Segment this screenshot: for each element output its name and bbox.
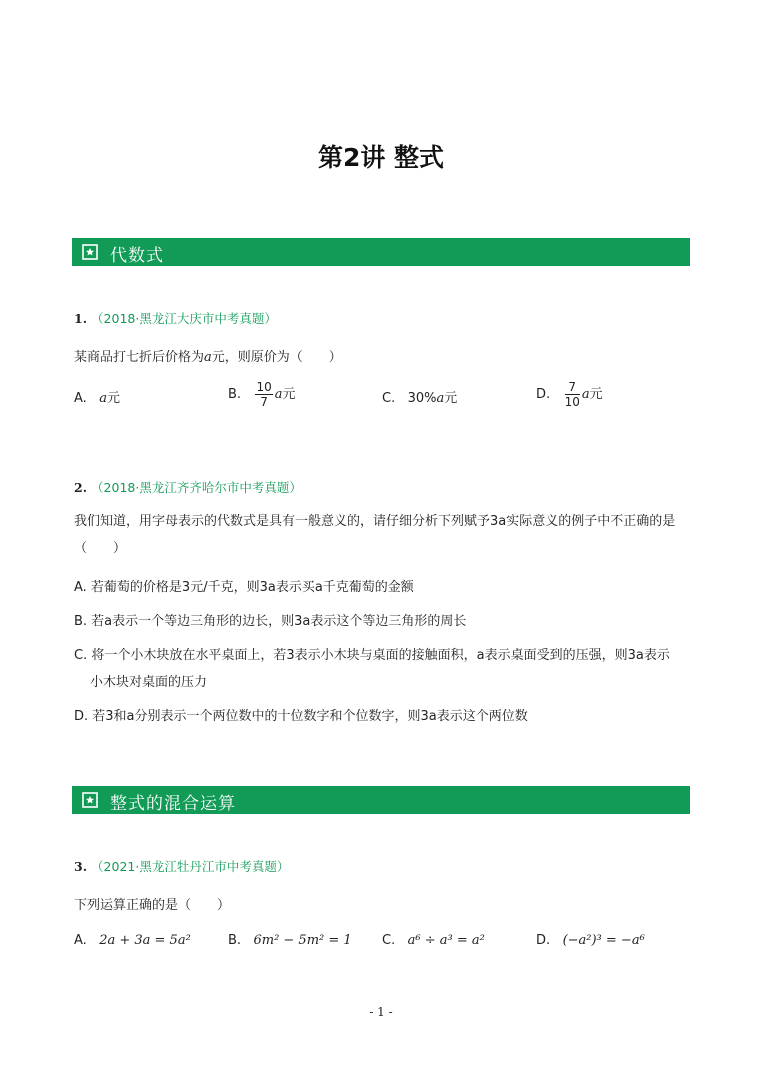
option-expr: 6m² − 5m² = 1 — [253, 933, 352, 948]
stem-var: a — [204, 350, 212, 365]
option-letter: B. — [228, 933, 242, 948]
option-b[interactable]: B. 若a表示一个等边三角形的边长，则3a表示这个等边三角形的周长 — [74, 614, 467, 629]
option-letter: C. — [382, 391, 396, 406]
page-number: - 1 - — [369, 1005, 393, 1019]
question-number: 2. — [74, 480, 88, 495]
option-d[interactable]: D. 若3和a分别表示一个两位数中的十位数字和个位数字，则3a表示这个两位数 — [74, 709, 528, 724]
option-a[interactable] — [74, 387, 120, 406]
option-percent: 30% — [407, 391, 437, 406]
option-c[interactable] — [382, 387, 457, 406]
question-source: （2021·黑龙江牡丹江市中考真题） — [91, 859, 290, 874]
numerator: 10 — [256, 380, 272, 394]
option-expr: 2a + 3a = 5a² — [99, 933, 191, 948]
option-letter: D. — [536, 933, 551, 948]
stem-text: 元，则原价为（ ） — [211, 350, 342, 365]
section-label: 代数式 — [110, 246, 164, 266]
option-a[interactable]: A. 若葡萄的价格是3元/千克，则3a表示买a千克葡萄的金额 — [74, 580, 414, 595]
bookmark-icon — [82, 792, 98, 808]
option-unit: 元 — [282, 387, 296, 402]
question-number: 1. — [74, 311, 88, 326]
fraction — [565, 380, 580, 409]
option-expr: a⁶ ÷ a³ = a² — [407, 933, 485, 948]
question-3-header — [74, 857, 289, 875]
option-letter: A. — [74, 933, 87, 948]
numerator: 7 — [565, 380, 580, 395]
question-2-stem-cont: （ ） — [74, 541, 127, 556]
question-number: 3. — [74, 859, 88, 874]
page-title: 第2讲 整式 — [317, 143, 445, 172]
option-letter: A. — [74, 391, 87, 406]
stem-text: 某商品打七折后价格为 — [74, 350, 205, 365]
question-1-header — [74, 309, 277, 327]
option-letter: D. — [536, 387, 551, 402]
question-source: （2018·黑龙江齐齐哈尔市中考真题） — [91, 480, 302, 495]
question-2-header — [74, 478, 302, 496]
denominator: 10 — [564, 395, 580, 409]
section-header-algebraic-expressions — [72, 238, 690, 266]
section-label: 整式的混合运算 — [110, 794, 236, 814]
option-var: a — [581, 387, 590, 402]
fraction — [255, 380, 272, 409]
question-2-stem: 我们知道，用字母表示的代数式是具有一般意义的，请仔细分析下列赋予3a实际意义的例子中不正确的是 — [74, 514, 676, 529]
option-a[interactable] — [74, 933, 191, 948]
denominator: 7 — [260, 395, 268, 409]
option-d[interactable] — [536, 380, 603, 409]
option-b[interactable] — [228, 380, 296, 409]
option-c[interactable] — [382, 933, 485, 948]
option-d[interactable] — [536, 933, 645, 948]
option-c-cont: 小木块对桌面的压力 — [90, 675, 208, 690]
option-letter: C. — [382, 933, 396, 948]
option-var: a — [274, 387, 283, 402]
option-b[interactable] — [228, 933, 352, 948]
question-3-stem: 下列运算正确的是（ ） — [74, 898, 231, 913]
option-var: a — [99, 391, 107, 406]
section-header-polynomial-operations — [72, 786, 690, 814]
option-c[interactable]: C. 将一个小木块放在水平桌面上，若3表示小木块与桌面的接触面积，a表示桌面受到的压强，则3a表示 — [74, 648, 670, 663]
question-1-stem — [74, 346, 342, 365]
option-var: a — [436, 391, 445, 406]
bookmark-icon — [82, 244, 98, 260]
option-unit: 元 — [589, 387, 603, 402]
option-expr: (−a²)³ = −a⁶ — [562, 933, 645, 948]
option-letter: B. — [228, 387, 242, 402]
option-unit: 元 — [106, 391, 120, 406]
question-source: （2018·黑龙江大庆市中考真题） — [91, 311, 277, 326]
option-unit: 元 — [444, 391, 458, 406]
